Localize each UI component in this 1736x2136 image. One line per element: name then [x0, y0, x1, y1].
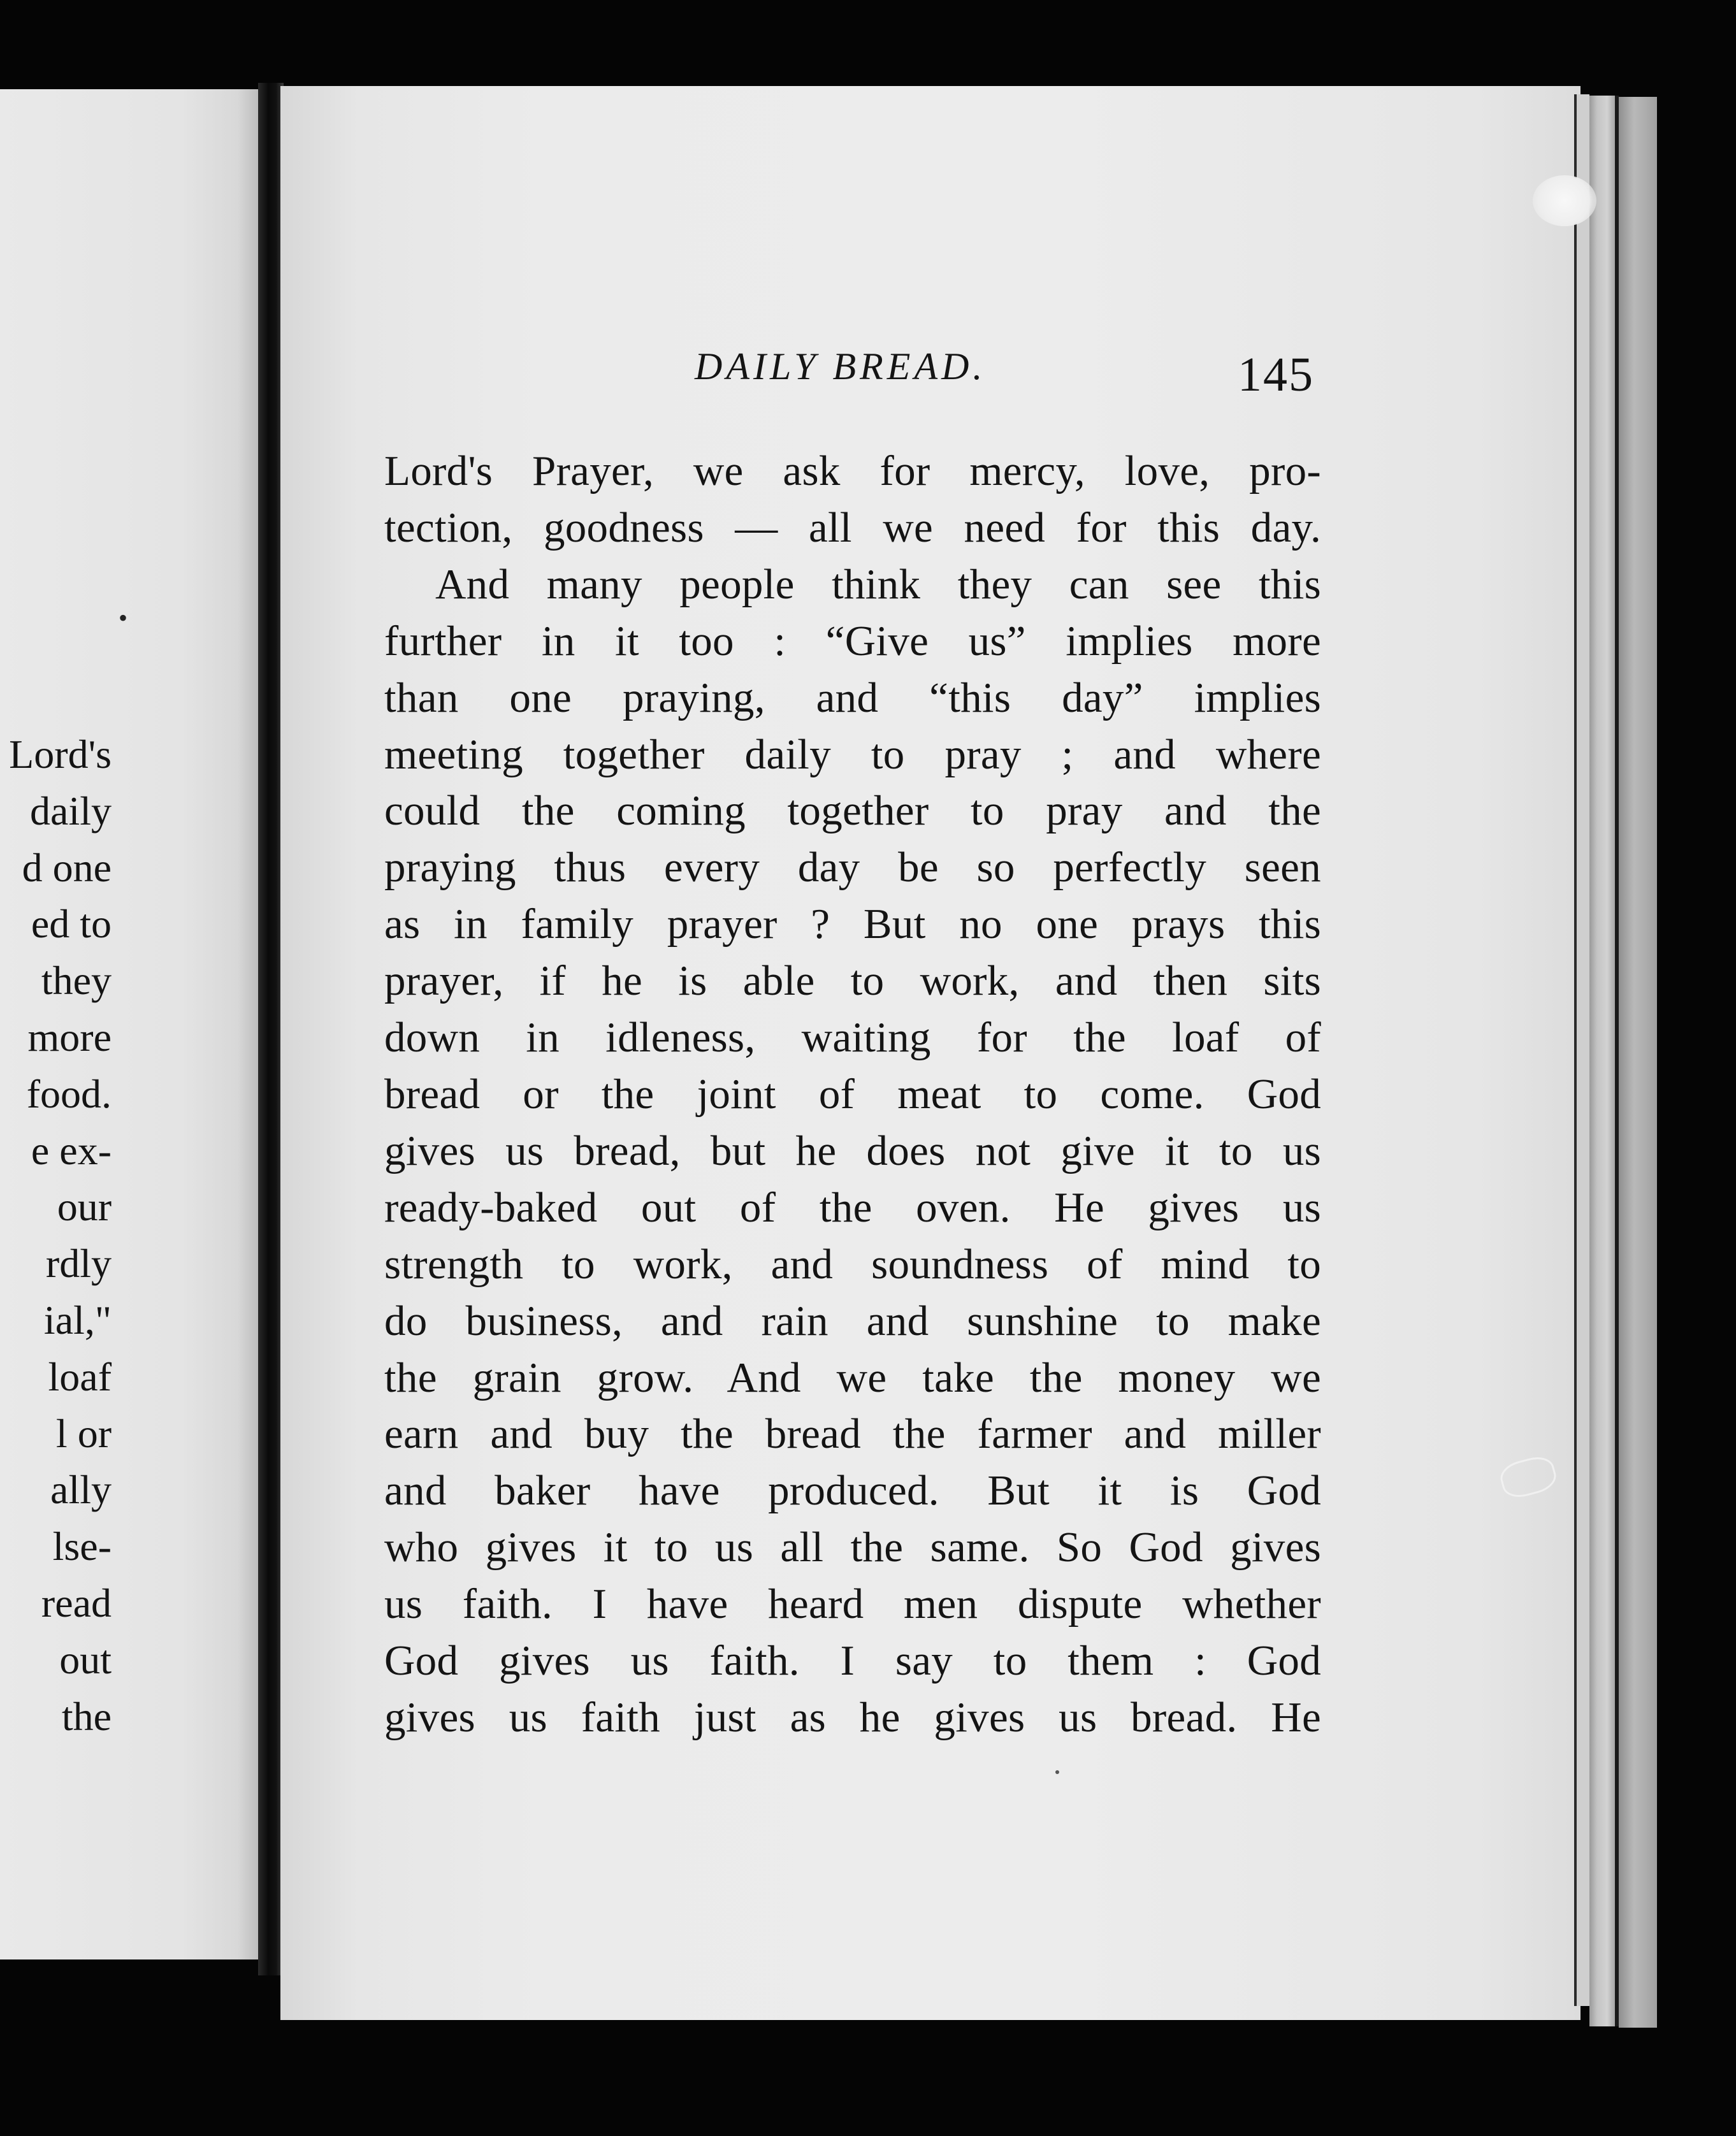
text-line: do business, and rain and sunshine to make	[384, 1297, 1321, 1345]
text-line: Lord's Prayer, we ask for mercy, love, pro-	[384, 447, 1321, 494]
text-line-fragment: lse-	[52, 1524, 112, 1570]
text-line: ready-baked out of the oven. He gives us	[384, 1183, 1321, 1231]
text-line-fragment: e ex-	[31, 1127, 112, 1173]
text-line-fragment: loaf	[48, 1353, 112, 1399]
text-line: and baker have produced. But it is God	[384, 1467, 1321, 1515]
text-line: as in family prayer ? But no one prays this	[384, 900, 1321, 948]
paper-blot	[1533, 175, 1596, 226]
stray-mark: •	[119, 603, 128, 632]
book-gutter	[258, 83, 284, 1975]
text-line-fragment: rdly	[45, 1241, 112, 1287]
page-edge	[1574, 94, 1589, 2006]
text-line: than one praying, and “this day” implies	[384, 674, 1321, 721]
text-line: meeting together daily to pray ; and where	[384, 730, 1321, 778]
text-line: down in idleness, waiting for the loaf of	[384, 1014, 1321, 1062]
text-line-fragment: Lord's	[9, 732, 112, 777]
text-line-fragment: l or	[55, 1410, 112, 1456]
text-line: tection, goodness — all we need for this day.	[384, 503, 1321, 551]
text-line: could the coming together to pray and the	[384, 787, 1321, 835]
text-line: further in it too : “Give us” implies more	[384, 617, 1321, 665]
text-line: earn and buy the bread the farmer and miller	[384, 1410, 1321, 1458]
text-line: us faith. I have heard men dispute whether	[384, 1580, 1321, 1628]
text-line-fragment: food.	[26, 1071, 112, 1116]
left-page-text	[0, 726, 112, 1745]
text-line-fragment: out	[59, 1636, 112, 1682]
text-line: gives us faith just as he gives us bread. He	[384, 1693, 1321, 1741]
text-line-fragment: daily	[30, 788, 112, 833]
text-line-fragment: ial,"	[43, 1297, 112, 1343]
body-text	[384, 443, 1321, 1746]
text-line: And many people think they can see this	[435, 560, 1321, 608]
text-line: bread or the joint of meat to come. God	[384, 1070, 1321, 1118]
text-line: the grain grow. And we take the money we	[384, 1353, 1321, 1401]
text-line: praying thus every day be so perfectly seen	[384, 844, 1321, 891]
text-line-fragment: read	[41, 1580, 112, 1626]
text-line-fragment: they	[41, 958, 112, 1004]
text-line: prayer, if he is able to work, and then sits	[384, 957, 1321, 1005]
text-line-fragment: ally	[50, 1467, 112, 1513]
page-edge	[1589, 96, 1619, 2026]
text-line-fragment: more	[27, 1014, 112, 1060]
text-line: who gives it to us all the same. So God gives	[384, 1524, 1321, 1571]
page-number: 145	[1238, 348, 1314, 401]
running-head: DAILY BREAD.	[695, 345, 987, 387]
text-line-fragment: d one	[22, 844, 112, 890]
text-line-fragment: our	[57, 1184, 112, 1230]
left-page	[0, 89, 258, 1959]
ink-speck	[1055, 1770, 1059, 1774]
text-line-fragment: the	[61, 1693, 112, 1739]
page-edge	[1619, 97, 1657, 2028]
text-line: strength to work, and soundness of mind to	[384, 1240, 1321, 1288]
text-line: God gives us faith. I say to them : God	[384, 1637, 1321, 1685]
text-line-fragment: ed to	[31, 901, 112, 947]
text-line: gives us bread, but he does not give it to us	[384, 1127, 1321, 1174]
